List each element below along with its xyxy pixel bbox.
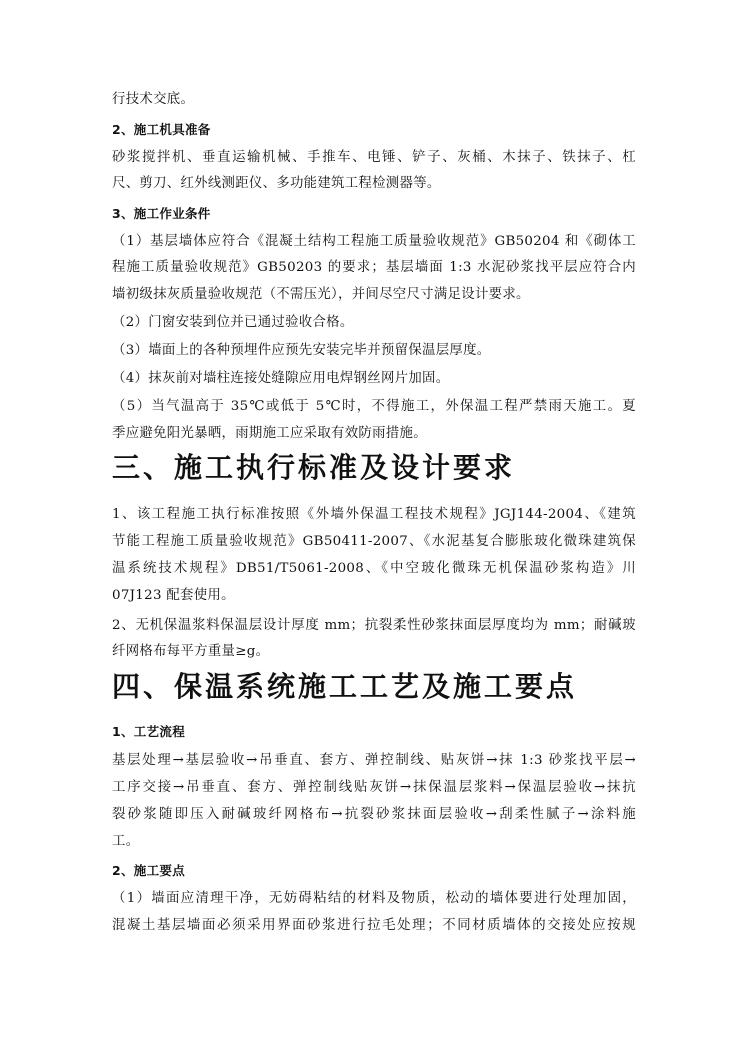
paragraph-line: 季应避免阳光暴晒，雨期施工应采取有效防雨措施。 xyxy=(112,426,427,441)
paragraph-line: 尺、剪刀、红外线测距仪、多功能建筑工程检测器等。 xyxy=(112,176,441,191)
paragraph-line: 墙初级抹灰质量验收规范（不需压光），并间尽空尺寸满足设计要求。 xyxy=(112,287,530,302)
section-heading-standards: 三、施工执行标准及设计要求 xyxy=(112,451,516,484)
subheading-flow: 1、工艺流程 xyxy=(112,724,185,739)
paragraph-line: 基层处理→基层验收→吊垂直、套方、弹控制线、贴灰饼→抹 1:3 砂浆找平层→ xyxy=(112,753,636,768)
paragraph-line: （2）门窗安装到位并已通过验收合格。 xyxy=(112,315,354,330)
paragraph-line: （3）墙面上的各种预埋件应预先安装完毕并预留保温层厚度。 xyxy=(112,343,491,358)
subheading-equipment: 2、施工机具准备 xyxy=(112,122,211,137)
paragraph-line: 2、无机保温浆料保温层设计厚度 mm；抗裂柔性砂浆抹面层厚度均为 mm；耐碱玻 xyxy=(112,618,636,633)
paragraph-line: （1）墙面应清理干净，无妨碍粘结的材料及物质，松动的墙体要进行处理加固， xyxy=(112,891,636,906)
paragraph-line: 程施工质量验收规范》GB50203 的要求；基层墙面 1:3 水泥砂浆找平层应符合内 xyxy=(112,260,636,275)
subheading-conditions: 3、施工作业条件 xyxy=(112,206,211,221)
paragraph-line: 工序交接→吊垂直、套方、弹控制线贴灰饼→抹保温层浆料→保温层验收→抹抗 xyxy=(112,780,636,795)
paragraph-line: 行技术交底。 xyxy=(112,92,195,107)
paragraph-line: 温系统技术规程》DB51/T5061-2008、《中空玻化微珠无机保温砂浆构造》川 xyxy=(112,561,636,576)
paragraph-line: （1）基层墙体应符合《混凝土结构工程施工质量验收规范》GB50204 和《砌体工 xyxy=(112,234,636,249)
paragraph-line: 混凝土基层墙面必须采用界面砂浆进行拉毛处理；不同材质墙体的交接处应按规 xyxy=(112,918,636,933)
paragraph-line: （4）抹灰前对墙柱连接处缝隙应用电焊钢丝网片加固。 xyxy=(112,371,450,386)
paragraph-line: （5）当气温高于 35℃或低于 5℃时，不得施工，外保温工程严禁雨天施工。夏 xyxy=(112,399,636,414)
paragraph-line: 纤网格布每平方重量≥g。 xyxy=(112,644,270,659)
paragraph-line: 1、该工程施工执行标准按照《外墙外保温工程技术规程》JGJ144-2004、《建筑 xyxy=(112,507,636,522)
paragraph-line: 节能工程施工质量验收规范》GB50411-2007、《水泥基复合膨胀玻化微珠建筑保 xyxy=(112,534,636,549)
paragraph-line: 07J123 配套使用。 xyxy=(112,588,235,603)
subheading-key-points: 2、施工要点 xyxy=(112,863,185,878)
paragraph-line: 裂砂浆随即压入耐碱玻纤网格布→抗裂砂浆抹面层验收→刮柔性腻子→涂料施 xyxy=(112,807,636,822)
section-heading-process: 四、保温系统施工工艺及施工要点 xyxy=(112,670,578,703)
paragraph-line: 砂浆搅拌机、垂直运输机械、手推车、电锤、铲子、灰桶、木抹子、铁抹子、杠 xyxy=(112,150,636,165)
paragraph-line: 工。 xyxy=(112,834,140,849)
